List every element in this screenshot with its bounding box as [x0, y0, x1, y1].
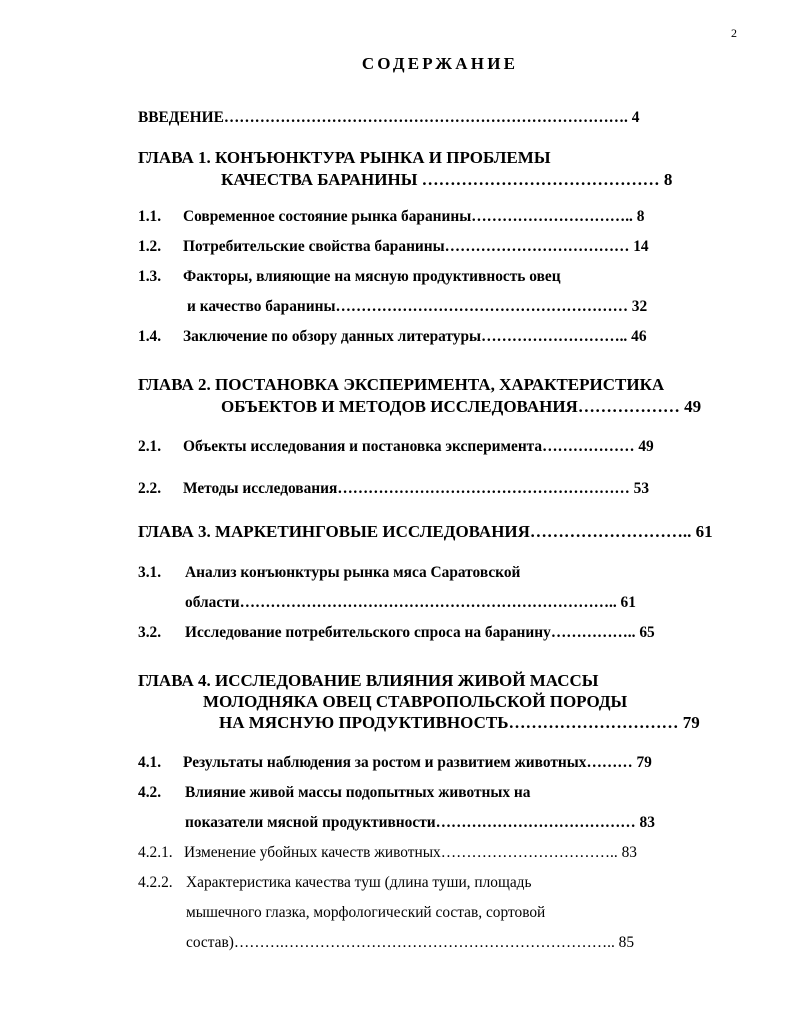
toc-section-number: 1.1. [138, 208, 162, 225]
toc-section-1-4: Заключение по обзору данных литературы……………………….. 46 [183, 328, 647, 345]
toc-section-2-1: Объекты исследования и постановка эксперимента……………… 49 [183, 438, 654, 455]
toc-section-3-1-line-1: Анализ конъюнктуры рынка мяса Саратовской [185, 564, 521, 581]
page-number: 2 [731, 26, 737, 40]
toc-section-4-2-line-1: Влияние живой массы подопытных животных на [185, 784, 531, 801]
toc-section-number: 1.4. [138, 328, 162, 345]
toc-section-number: 3.2. [138, 624, 162, 641]
toc-chapter-4-line-1: ГЛАВА 4. ИССЛЕДОВАНИЕ ВЛИЯНИЯ ЖИВОЙ МАССЫ [138, 671, 599, 690]
toc-chapter-3: ГЛАВА 3. МАРКЕТИНГОВЫЕ ИССЛЕДОВАНИЯ……………………….. 61 [138, 522, 713, 541]
toc-chapter-1-line-2: КАЧЕСТВА БАРАНИНЫ …………………………………… 8 [221, 170, 673, 189]
toc-section-3-2: Исследование потребительского спроса на баранину…………….. 65 [185, 624, 655, 641]
toc-title: СОДЕРЖАНИЕ [361, 54, 519, 73]
toc-section-number: 4.1. [138, 754, 162, 771]
toc-section-4-2-1: Изменение убойных качеств животных…………………………….. 83 [184, 844, 637, 861]
toc-section-1-3-line-1: Факторы, влияющие на мясную продуктивность овец [183, 268, 561, 285]
toc-section-number: 2.1. [138, 438, 162, 455]
toc-chapter-1-line-1: ГЛАВА 1. КОНЪЮНКТУРА РЫНКА И ПРОБЛЕМЫ [138, 148, 551, 167]
toc-entry-introduction: ВВЕДЕНИЕ……………………………………………………………………. 4 [138, 109, 640, 126]
toc-section-4-2-2-line-1: Характеристика качества туш (длина туши, площадь [186, 874, 532, 891]
toc-section-number: 4.2.1. [138, 844, 173, 861]
toc-section-1-2: Потребительские свойства баранины……………………………… 14 [183, 238, 649, 255]
toc-section-number: 4.2.2. [138, 874, 173, 891]
toc-section-number: 4.2. [138, 784, 162, 801]
toc-section-number: 1.3. [138, 268, 162, 285]
toc-chapter-4-line-2: МОЛОДНЯКА ОВЕЦ СТАВРОПОЛЬСКОЙ ПОРОДЫ [203, 692, 628, 711]
toc-section-4-1: Результаты наблюдения за ростом и развитием животных……… 79 [183, 754, 652, 771]
toc-chapter-2-line-1: ГЛАВА 2. ПОСТАНОВКА ЭКСПЕРИМЕНТА, ХАРАКТЕРИСТИКА [138, 375, 665, 394]
toc-section-4-2-line-2: показатели мясной продуктивности………………………………… 83 [185, 814, 655, 831]
toc-section-number: 1.2. [138, 238, 162, 255]
toc-section-3-1-line-2: области……………………………………………………………….. 61 [185, 594, 636, 611]
toc-chapter-4-line-3: НА МЯСНУЮ ПРОДУКТИВНОСТЬ………………………… 79 [219, 713, 700, 732]
toc-section-number: 3.1. [138, 564, 162, 581]
toc-section-4-2-2-line-3: состав)……….……………………………………………………….. 85 [186, 934, 635, 951]
toc-section-2-2: Методы исследования………………………………………………… 53 [183, 480, 650, 497]
toc-section-number: 2.2. [138, 480, 162, 497]
toc-section-1-3-line-2: и качество баранины………………………………………………… 32 [187, 298, 648, 315]
toc-section-4-2-2-line-2: мышечного глазка, морфологический состав, сортовой [186, 904, 546, 921]
toc-section-1-1: Современное состояние рынка баранины………………………….. 8 [183, 208, 645, 225]
toc-chapter-2-line-2: ОБЪЕКТОВ И МЕТОДОВ ИССЛЕДОВАНИЯ……………… 49 [221, 397, 702, 416]
